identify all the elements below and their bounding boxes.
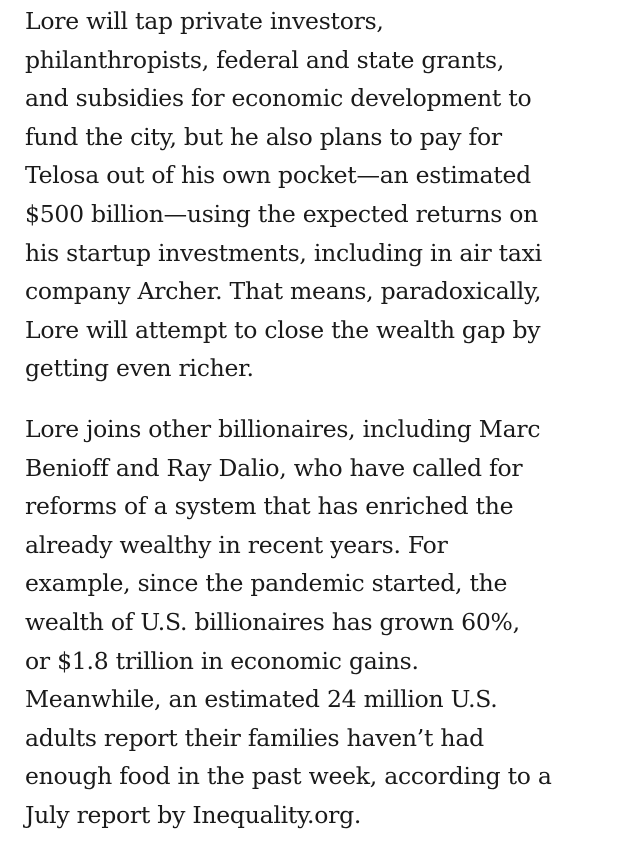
text-line: already wealthy in recent years. For [25,530,448,559]
text-line: July report by Inequality.org. [25,800,362,829]
text-line: and subsidies for economic development to [25,84,532,113]
text-line: company Archer. That means, paradoxically, [25,277,542,306]
text-line: enough food in the past week, according to a [25,762,552,791]
text-line: Telosa out of his own pocket—an estimated [25,161,531,190]
text-line: Lore joins other billionaires, including Marc [25,414,541,443]
text-line: or $1.8 trillion in economic gains. [25,646,419,675]
text-line: reforms of a system that has enriched the [25,492,514,521]
paragraph-1 [25,2,637,388]
article-body [25,2,637,834]
text-line: Meanwhile, an estimated 24 million U.S. [25,685,498,714]
text-line: wealth of U.S. billionaires has grown 60%, [25,607,520,636]
text-line: getting even richer. [25,354,254,383]
text-line: example, since the pandemic started, the [25,569,508,598]
text-line: Lore will attempt to close the wealth gap by [25,315,541,344]
text-line: his startup investments, including in air taxi [25,238,542,267]
text-line: Benioff and Ray Dalio, who have called for [25,453,523,482]
text-line: fund the city, but he also plans to pay for [25,122,502,151]
text-line: philanthropists, federal and state grants, [25,45,505,74]
paragraph-2 [25,410,637,835]
text-line: Lore will tap private investors, [25,7,384,35]
text-line: $500 billion—using the expected returns on [25,199,539,228]
text-line: adults report their families haven’t had [25,723,484,752]
